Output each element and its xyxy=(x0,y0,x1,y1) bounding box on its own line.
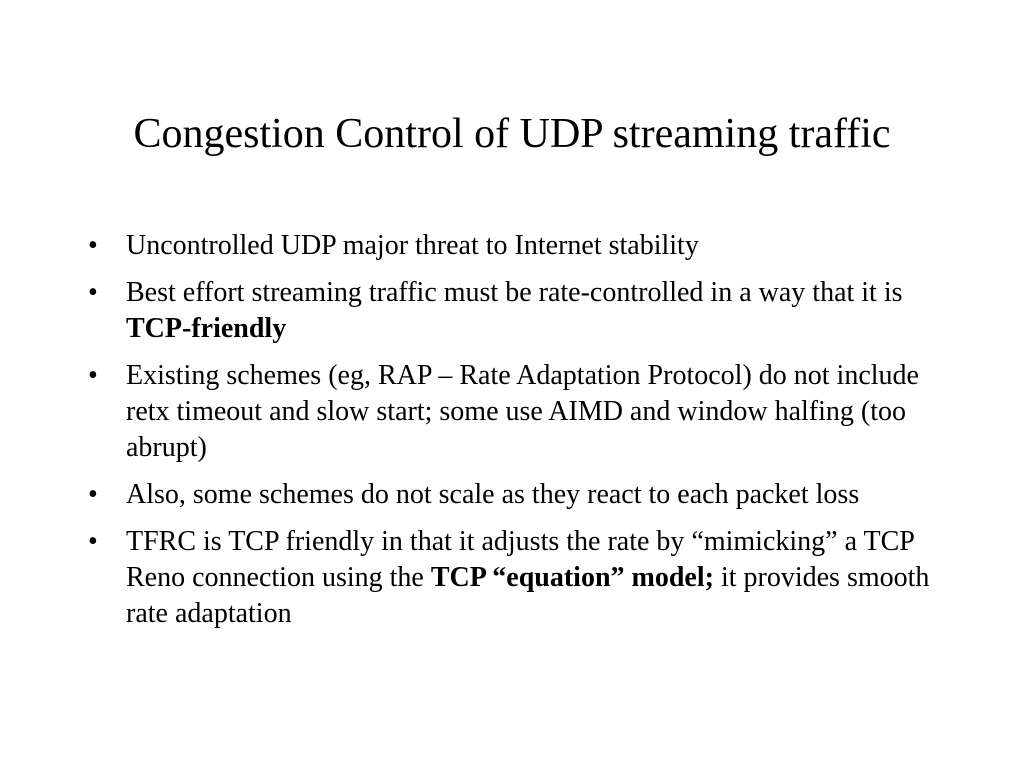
bullet-item xyxy=(88,228,948,264)
bullet-item xyxy=(88,275,948,347)
bullet-item xyxy=(88,477,948,513)
bullet-item xyxy=(88,524,948,632)
bullet-marker-icon: • xyxy=(88,230,98,261)
bullet-text: it provides smooth rate adaptation xyxy=(126,562,930,629)
bullet-marker-icon: • xyxy=(88,360,98,391)
bullet-text: TFRC is TCP friendly in that it adjusts the rate by “mimicking” a TCP Reno connection using the xyxy=(126,526,914,593)
bullet-text: Best effort streaming traffic must be rate-controlled in a way that it is xyxy=(126,277,903,308)
bullet-list xyxy=(88,228,948,643)
bullet-text: Uncontrolled UDP major threat to Internet stability xyxy=(126,230,699,261)
bullet-text: Also, some schemes do not scale as they react to each packet loss xyxy=(126,479,860,510)
bullet-marker-icon: • xyxy=(88,277,98,308)
bullet-marker-icon: • xyxy=(88,479,98,510)
bullet-item xyxy=(88,358,948,466)
bullet-marker-icon: • xyxy=(88,526,98,557)
bullet-emphasis: TCP “equation” model; xyxy=(430,562,714,593)
bullet-text: Existing schemes (eg, RAP – Rate Adaptation Protocol) do not include retx timeout and slow start; some use AIMD and window halfing (too abrupt) xyxy=(126,360,919,463)
slide-title: Congestion Control of UDP streaming traffic xyxy=(133,111,891,157)
bullet-emphasis: TCP-friendly xyxy=(126,313,287,344)
